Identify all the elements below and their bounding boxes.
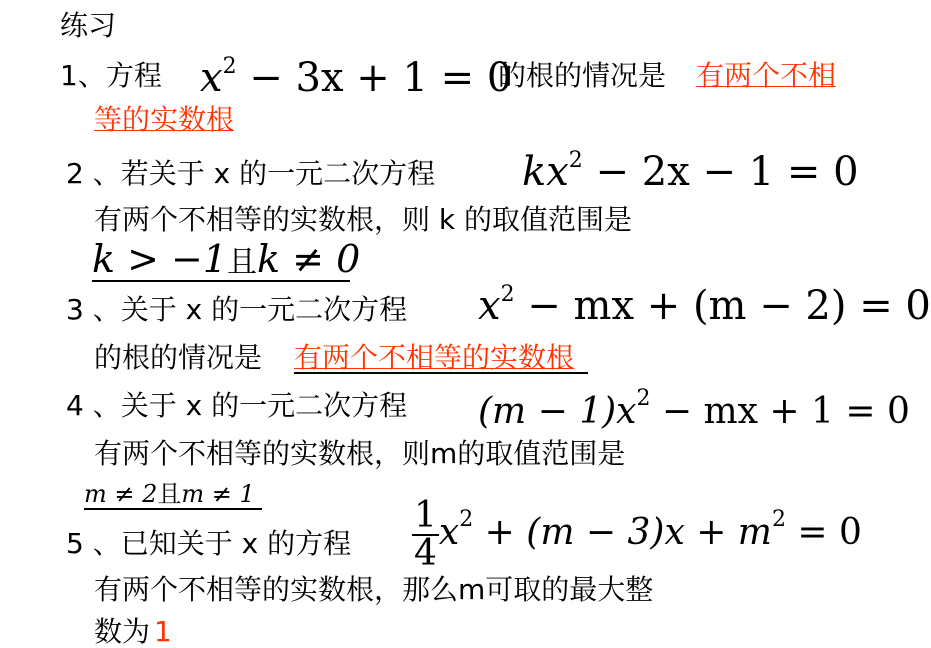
q1-eq-var: x	[200, 55, 223, 101]
title: 练习	[60, 9, 117, 42]
q3-eq-exp: 2	[500, 282, 515, 307]
q2-eq-exp: 2	[568, 148, 583, 173]
q5-eq-exp: 2	[459, 507, 474, 532]
q1-equation	[200, 54, 513, 101]
q5-answer: 1	[154, 615, 172, 648]
q5-fraction-den: 4	[414, 533, 437, 574]
q4-answer-blank	[84, 480, 262, 510]
q1-answer-part1: 有两个不相	[696, 59, 837, 92]
q2-eq-rest: − 2x − 1 = 0	[582, 149, 859, 195]
q5-eq-exp2: 2	[771, 507, 786, 532]
q4-line2: 有两个不相等的实数根，则m的取值范围是	[94, 437, 626, 470]
q5-eq-mid: + (m − 3)x + m	[473, 512, 772, 553]
q2-answer-b: 且	[227, 245, 258, 280]
q4-eq-lead: (m − 1)x	[478, 391, 637, 432]
q2-prefix: 2 、若关于 x 的一元二次方程	[66, 157, 436, 190]
q3-eq-var: x	[478, 283, 501, 329]
q1-eq-rest: − 3x + 1 = 0	[236, 55, 513, 101]
q4-answer-a: m ≠ 2	[84, 480, 158, 508]
q1-prefix: 1、方程	[60, 59, 162, 92]
q5-fraction-num: 1	[414, 495, 437, 536]
q3-answer: 有两个不相等的实数根	[294, 344, 588, 374]
q5-eq-var: x	[438, 512, 460, 553]
q2-answer-blank	[92, 237, 361, 282]
q4-answer-b: 且	[157, 480, 182, 508]
q3-eq-rest: − mx + (m − 2) = 0	[514, 283, 931, 329]
q3-line2-prefix: 的根的情况是	[94, 341, 263, 374]
q2-line2: 有两个不相等的实数根，则 k 的取值范围是	[94, 203, 633, 236]
q3-prefix: 3 、关于 x 的一元二次方程	[66, 293, 408, 326]
q2-answer-a: k > −1	[92, 237, 228, 281]
q5-line3: 数为	[94, 615, 151, 648]
q2-equation	[522, 148, 859, 195]
q5-eq-rest: = 0	[785, 512, 862, 553]
q2-eq-var: kx	[522, 149, 569, 195]
q5-line2: 有两个不相等的实数根，那么m可取的最大整	[94, 573, 654, 606]
q2-answer-c: k ≠ 0	[257, 237, 361, 281]
q1-answer-part2: 等的实数根	[94, 103, 235, 136]
q3-equation	[478, 282, 931, 329]
q5-prefix: 5 、已知关于 x 的方程	[66, 527, 352, 560]
q1-mid: 的根的情况是	[498, 59, 667, 92]
q4-answer-c: m ≠ 1	[181, 480, 255, 508]
q4-equation	[478, 388, 910, 430]
q4-prefix: 4 、关于 x 的一元二次方程	[66, 389, 408, 422]
q5-fraction	[412, 495, 439, 574]
q4-eq-exp: 2	[636, 386, 651, 411]
q4-eq-rest: − mx + 1 = 0	[650, 391, 910, 432]
q1-eq-exp: 2	[222, 54, 237, 79]
q5-equation	[412, 495, 862, 574]
